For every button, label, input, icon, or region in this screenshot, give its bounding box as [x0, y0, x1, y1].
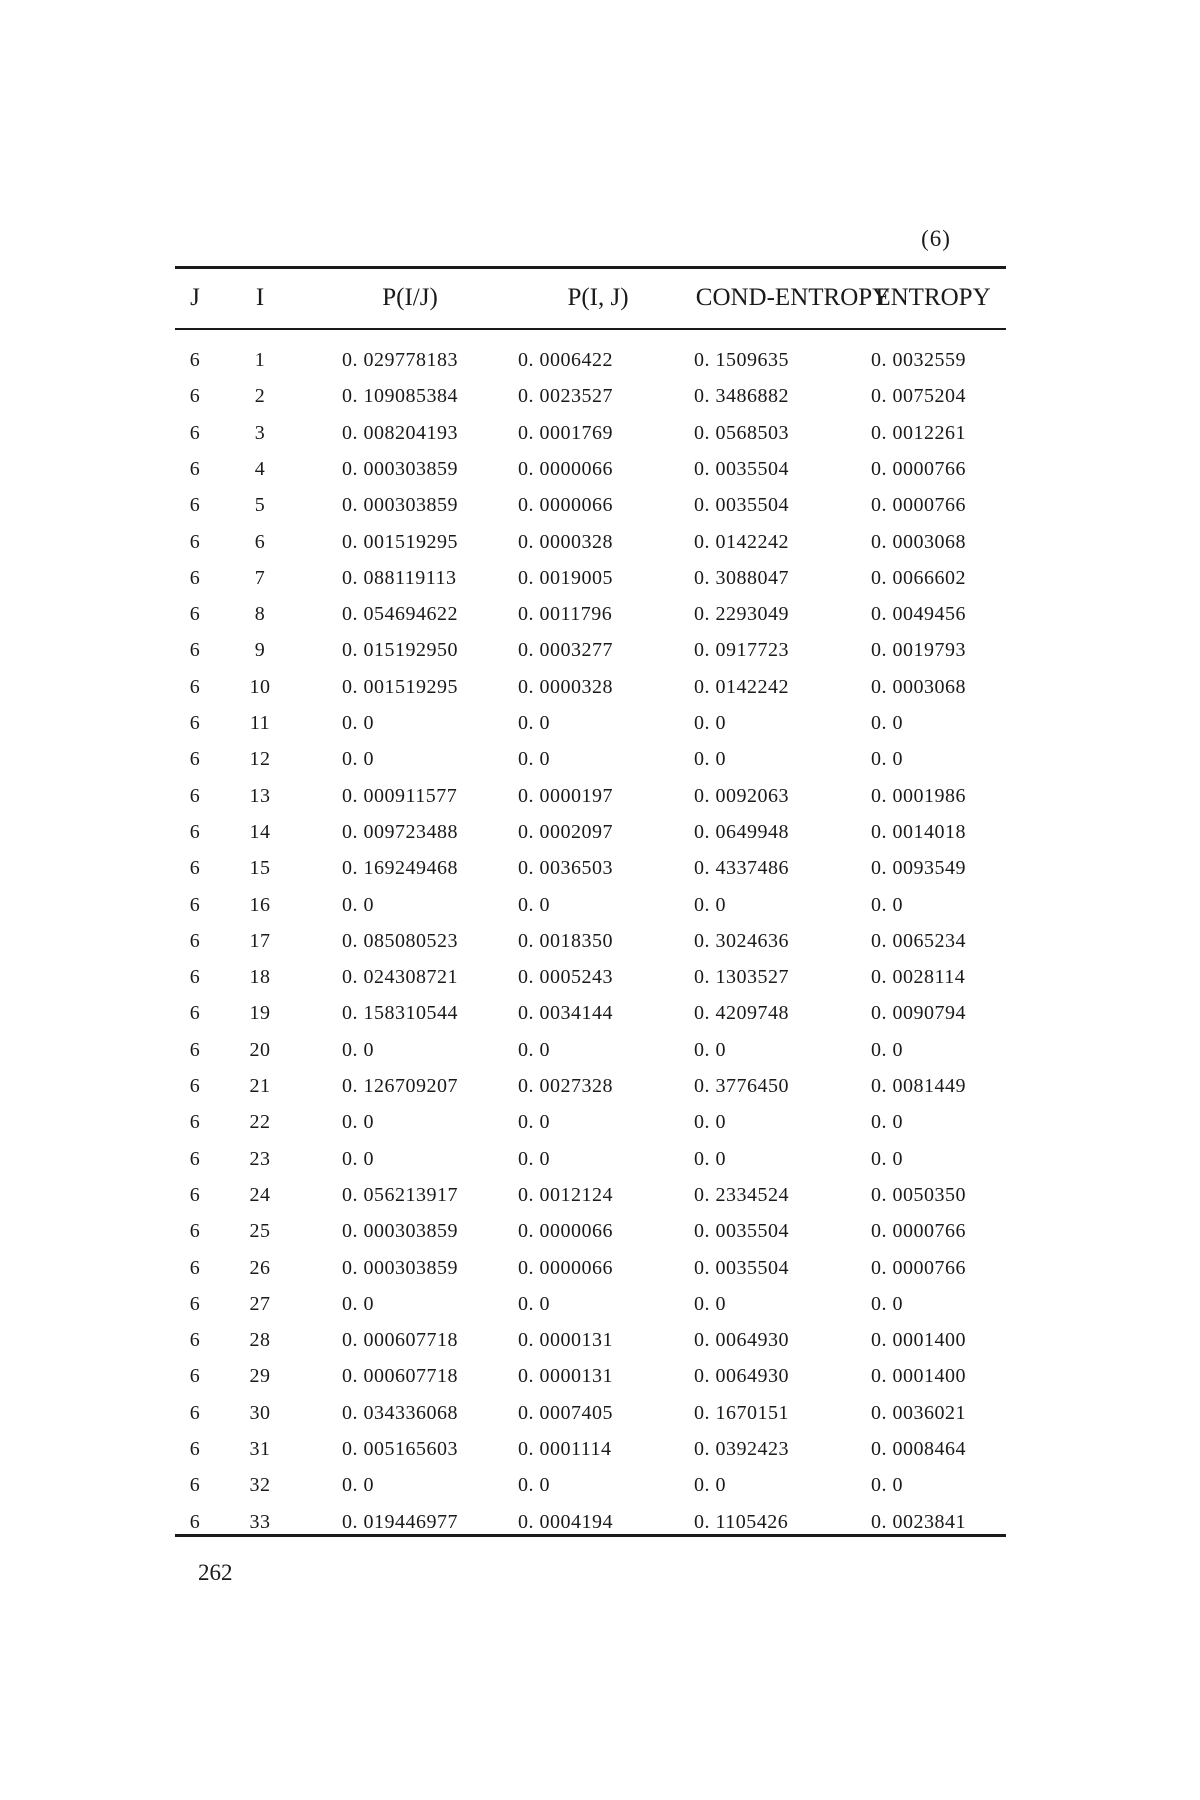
cell-j: 6 [189, 1075, 201, 1097]
cell-j: 6 [189, 1111, 201, 1134]
cell-p-i-given-j: 0. 005165603 [342, 1438, 458, 1460]
cell-entropy: 0. 0000766 [871, 494, 966, 517]
cell-cond-entropy: 0. 1670151 [694, 1401, 789, 1424]
cell-cond-entropy: 0. 0 [694, 1292, 726, 1315]
cell-entropy: 0. 0 [871, 1147, 903, 1170]
cell-i: 16 [249, 893, 271, 916]
cell-entropy: 0. 0023841 [871, 1510, 966, 1533]
table-row [175, 1358, 1006, 1394]
cell-p-i-j: 0. 0000328 [518, 675, 613, 698]
cell-i: 24 [249, 1183, 271, 1206]
cell-p-i-j: 0. 0000066 [518, 1256, 613, 1279]
cell-cond-entropy: 0. 0392423 [694, 1438, 789, 1460]
cell-cond-entropy: 0. 0649948 [694, 820, 789, 843]
cell-p-i-j: 0. 0000131 [518, 1365, 613, 1388]
cell-j: 6 [189, 603, 201, 626]
table-row [175, 415, 1006, 451]
cell-j: 6 [189, 494, 201, 517]
cell-cond-entropy: 0. 0064930 [694, 1329, 789, 1352]
cell-j: 6 [189, 1002, 201, 1025]
table-row [175, 959, 1006, 995]
cell-cond-entropy: 0. 0 [694, 1111, 726, 1134]
table-row [175, 1177, 1006, 1213]
cell-i: 9 [254, 639, 266, 662]
cell-cond-entropy: 0. 0064930 [694, 1365, 789, 1388]
cell-p-i-given-j: 0. 001519295 [342, 530, 458, 553]
cell-entropy: 0. 0003068 [871, 675, 966, 698]
cell-p-i-given-j: 0. 0 [342, 1111, 374, 1134]
cell-p-i-j: 0. 0000197 [518, 784, 613, 807]
cell-cond-entropy: 0. 0 [694, 1474, 726, 1497]
table-row [175, 524, 1006, 560]
cell-p-i-j: 0. 0 [518, 1147, 550, 1170]
cell-j: 6 [189, 566, 201, 589]
cell-cond-entropy: 0. 3024636 [694, 929, 789, 952]
cell-j: 6 [189, 1510, 201, 1533]
cell-entropy: 0. 0090794 [871, 1002, 966, 1025]
cell-cond-entropy: 0. 3088047 [694, 566, 789, 589]
cell-j: 6 [189, 675, 201, 698]
table-label: (6) [921, 226, 951, 251]
cell-j: 6 [189, 1292, 201, 1315]
cell-p-i-given-j: 0. 088119113 [342, 566, 457, 589]
cell-i: 15 [249, 857, 271, 880]
cell-cond-entropy: 0. 0092063 [694, 784, 789, 807]
table-row [175, 378, 1006, 414]
cell-entropy: 0. 0019793 [871, 639, 966, 662]
cell-i: 5 [254, 494, 266, 517]
cell-i: 19 [249, 1002, 271, 1025]
cell-p-i-given-j: 0. 0 [342, 1038, 374, 1061]
cell-j: 6 [189, 1147, 201, 1170]
cell-i: 11 [249, 712, 271, 734]
table-row [175, 778, 1006, 814]
cell-entropy: 0. 0001400 [871, 1329, 966, 1352]
cell-entropy: 0. 0003068 [871, 530, 966, 553]
cell-j: 6 [189, 1401, 201, 1424]
cell-entropy: 0. 0036021 [871, 1401, 966, 1424]
cell-j: 6 [189, 966, 201, 989]
cell-p-i-given-j: 0. 019446977 [342, 1510, 458, 1533]
cell-i: 8 [254, 603, 266, 626]
cell-cond-entropy: 0. 0 [694, 712, 726, 734]
table-row [175, 487, 1006, 523]
cell-entropy: 0. 0093549 [871, 857, 966, 880]
cell-entropy: 0. 0 [871, 1038, 903, 1061]
cell-j: 6 [189, 385, 201, 408]
cell-entropy: 0. 0050350 [871, 1183, 966, 1206]
cell-entropy: 0. 0 [871, 1474, 903, 1497]
cell-entropy: 0. 0000766 [871, 457, 966, 480]
cell-p-i-given-j: 0. 054694622 [342, 603, 458, 626]
table-row [175, 1213, 1006, 1249]
cell-cond-entropy: 0. 3486882 [694, 385, 789, 408]
cell-i: 4 [254, 457, 266, 480]
cell-entropy: 0. 0 [871, 748, 903, 771]
cell-cond-entropy: 0. 0917723 [694, 639, 789, 662]
cell-i: 25 [249, 1220, 271, 1243]
cell-entropy: 0. 0075204 [871, 385, 966, 408]
cell-cond-entropy: 0. 0142242 [694, 675, 789, 698]
cell-p-i-given-j: 0. 056213917 [342, 1183, 458, 1206]
header-p-i-j: P(I, J) [567, 284, 629, 311]
table-row [175, 1467, 1006, 1503]
cell-i: 2 [254, 385, 266, 408]
table-row [175, 1250, 1006, 1286]
cell-entropy: 0. 0000766 [871, 1256, 966, 1279]
cell-cond-entropy: 0. 0035504 [694, 494, 789, 517]
cell-cond-entropy: 0. 3776450 [694, 1075, 789, 1097]
cell-i: 7 [254, 566, 266, 589]
table-row [175, 1431, 1006, 1467]
cell-entropy: 0. 0049456 [871, 603, 966, 626]
cell-i: 1 [254, 349, 266, 371]
table-row [175, 1141, 1006, 1177]
header-p-i-given-j: P(I/J) [382, 284, 438, 311]
table-row [175, 1068, 1006, 1104]
cell-i: 28 [249, 1329, 271, 1352]
cell-j: 6 [189, 421, 201, 444]
cell-i: 12 [249, 748, 271, 771]
cell-j: 6 [189, 820, 201, 843]
cell-j: 6 [189, 530, 201, 553]
table-row [175, 632, 1006, 668]
cell-i: 18 [249, 966, 271, 989]
cell-j: 6 [189, 893, 201, 916]
cell-p-i-j: 0. 0000066 [518, 1220, 613, 1243]
cell-cond-entropy: 0. 2293049 [694, 603, 789, 626]
cell-p-i-given-j: 0. 000303859 [342, 1256, 458, 1279]
cell-p-i-given-j: 0. 000607718 [342, 1329, 458, 1352]
cell-cond-entropy: 0. 1303527 [694, 966, 789, 989]
cell-p-i-given-j: 0. 008204193 [342, 421, 458, 444]
cell-cond-entropy: 0. 0 [694, 1147, 726, 1170]
cell-cond-entropy: 0. 0 [694, 748, 726, 771]
cell-p-i-given-j: 0. 169249468 [342, 857, 458, 880]
table-row [175, 814, 1006, 850]
cell-entropy: 0. 0012261 [871, 421, 966, 444]
cell-j: 6 [189, 457, 201, 480]
cell-p-i-j: 0. 0 [518, 748, 550, 771]
cell-j: 6 [189, 1438, 201, 1460]
table-row [175, 850, 1006, 886]
cell-p-i-given-j: 0. 029778183 [342, 349, 458, 371]
cell-entropy: 0. 0 [871, 893, 903, 916]
cell-j: 6 [189, 1038, 201, 1061]
cell-p-i-j: 0. 0003277 [518, 639, 613, 662]
cell-cond-entropy: 0. 0 [694, 893, 726, 916]
cell-p-i-j: 0. 0001114 [518, 1438, 612, 1460]
table-row [175, 342, 1006, 378]
cell-i: 32 [249, 1474, 271, 1497]
header-i: I [255, 284, 265, 311]
cell-p-i-j: 0. 0019005 [518, 566, 613, 589]
table-row [175, 451, 1006, 487]
table-row [175, 1395, 1006, 1431]
cell-p-i-given-j: 0. 009723488 [342, 820, 458, 843]
cell-p-i-j: 0. 0000328 [518, 530, 613, 553]
cell-p-i-j: 0. 0 [518, 1292, 550, 1315]
table-top-rule [175, 266, 1006, 269]
cell-entropy: 0. 0001400 [871, 1365, 966, 1388]
cell-j: 6 [189, 748, 201, 771]
cell-p-i-given-j: 0. 0 [342, 1147, 374, 1170]
cell-cond-entropy: 0. 4337486 [694, 857, 789, 880]
table-row [175, 741, 1006, 777]
cell-i: 3 [254, 421, 266, 444]
cell-cond-entropy: 0. 4209748 [694, 1002, 789, 1025]
cell-i: 20 [249, 1038, 271, 1061]
cell-p-i-given-j: 0. 126709207 [342, 1075, 458, 1097]
cell-cond-entropy: 0. 0 [694, 1038, 726, 1061]
table-row [175, 596, 1006, 632]
cell-i: 10 [249, 675, 271, 698]
cell-i: 21 [249, 1075, 271, 1097]
table-row [175, 1322, 1006, 1358]
cell-entropy: 0. 0028114 [871, 966, 966, 989]
cell-j: 6 [189, 1329, 201, 1352]
cell-i: 22 [249, 1111, 271, 1134]
table-header-row [175, 278, 1006, 318]
cell-cond-entropy: 0. 0035504 [694, 457, 789, 480]
cell-entropy: 0. 0081449 [871, 1075, 966, 1097]
cell-p-i-given-j: 0. 034336068 [342, 1401, 458, 1424]
cell-j: 6 [189, 1220, 201, 1243]
cell-j: 6 [189, 639, 201, 662]
cell-p-i-j: 0. 0002097 [518, 820, 613, 843]
cell-j: 6 [189, 1365, 201, 1388]
cell-p-i-j: 0. 0034144 [518, 1002, 613, 1025]
cell-j: 6 [189, 784, 201, 807]
cell-entropy: 0. 0065234 [871, 929, 966, 952]
cell-p-i-given-j: 0. 000303859 [342, 494, 458, 517]
cell-p-i-given-j: 0. 015192950 [342, 639, 458, 662]
cell-i: 17 [249, 929, 271, 952]
header-j: J [190, 284, 200, 311]
cell-p-i-given-j: 0. 000607718 [342, 1365, 458, 1388]
cell-j: 6 [189, 712, 201, 734]
cell-p-i-j: 0. 0000066 [518, 494, 613, 517]
cell-p-i-j: 0. 0006422 [518, 349, 613, 371]
cell-i: 27 [249, 1292, 271, 1315]
cell-p-i-j: 0. 0 [518, 1474, 550, 1497]
header-entropy: ENTROPY [875, 284, 991, 311]
cell-cond-entropy: 0. 2334524 [694, 1183, 789, 1206]
cell-p-i-j: 0. 0000131 [518, 1329, 613, 1352]
cell-i: 29 [249, 1365, 271, 1388]
cell-entropy: 0. 0014018 [871, 820, 966, 843]
cell-p-i-given-j: 0. 0 [342, 893, 374, 916]
table-row [175, 560, 1006, 596]
cell-p-i-given-j: 0. 000303859 [342, 1220, 458, 1243]
cell-p-i-given-j: 0. 085080523 [342, 929, 458, 952]
cell-i: 30 [249, 1401, 271, 1424]
cell-cond-entropy: 0. 0142242 [694, 530, 789, 553]
cell-entropy: 0. 0 [871, 712, 903, 734]
cell-entropy: 0. 0000766 [871, 1220, 966, 1243]
cell-entropy: 0. 0032559 [871, 349, 966, 371]
cell-p-i-j: 0. 0012124 [518, 1183, 613, 1206]
cell-cond-entropy: 0. 1105426 [694, 1510, 789, 1533]
cell-p-i-j: 0. 0007405 [518, 1401, 613, 1424]
table-row [175, 923, 1006, 959]
table-row [175, 887, 1006, 923]
cell-entropy: 0. 0001986 [871, 784, 966, 807]
table-row [175, 669, 1006, 705]
cell-i: 26 [249, 1256, 271, 1279]
table-row [175, 995, 1006, 1031]
cell-i: 6 [254, 530, 266, 553]
table-row [175, 1286, 1006, 1322]
cell-p-i-j: 0. 0027328 [518, 1075, 613, 1097]
table-bottom-rule [175, 1534, 1006, 1537]
cell-p-i-given-j: 0. 0 [342, 748, 374, 771]
cell-cond-entropy: 0. 0568503 [694, 421, 789, 444]
cell-p-i-j: 0. 0 [518, 1038, 550, 1061]
cell-p-i-given-j: 0. 000911577 [342, 784, 458, 807]
page-number: 262 [198, 1560, 233, 1585]
cell-j: 6 [189, 857, 201, 880]
cell-p-i-j: 0. 0023527 [518, 385, 613, 408]
cell-p-i-j: 0. 0 [518, 893, 550, 916]
cell-entropy: 0. 0008464 [871, 1438, 966, 1460]
cell-i: 14 [249, 820, 271, 843]
cell-cond-entropy: 0. 0035504 [694, 1256, 789, 1279]
table-row [175, 1104, 1006, 1140]
cell-i: 33 [249, 1510, 271, 1533]
cell-p-i-j: 0. 0011796 [518, 603, 613, 626]
cell-p-i-given-j: 0. 024308721 [342, 966, 458, 989]
cell-p-i-j: 0. 0036503 [518, 857, 613, 880]
cell-p-i-j: 0. 0000066 [518, 457, 613, 480]
cell-p-i-given-j: 0. 0 [342, 712, 374, 734]
cell-i: 13 [249, 784, 271, 807]
cell-j: 6 [189, 1256, 201, 1279]
cell-p-i-given-j: 0. 001519295 [342, 675, 458, 698]
cell-p-i-given-j: 0. 0 [342, 1474, 374, 1497]
cell-p-i-j: 0. 0 [518, 712, 550, 734]
cell-p-i-j: 0. 0 [518, 1111, 550, 1134]
cell-cond-entropy: 0. 0035504 [694, 1220, 789, 1243]
cell-p-i-given-j: 0. 000303859 [342, 457, 458, 480]
header-cond-entropy: COND-ENTROPY [695, 284, 891, 311]
table-row [175, 705, 1006, 741]
cell-p-i-given-j: 0. 109085384 [342, 385, 458, 408]
cell-j: 6 [189, 1474, 201, 1497]
table-row [175, 1032, 1006, 1068]
cell-entropy: 0. 0066602 [871, 566, 966, 589]
cell-p-i-j: 0. 0004194 [518, 1510, 613, 1533]
cell-i: 31 [249, 1438, 271, 1460]
cell-p-i-j: 0. 0005243 [518, 966, 613, 989]
cell-j: 6 [189, 929, 201, 952]
cell-j: 6 [189, 349, 201, 371]
cell-entropy: 0. 0 [871, 1292, 903, 1315]
table-header-rule [175, 328, 1006, 330]
cell-p-i-given-j: 0. 158310544 [342, 1002, 458, 1025]
cell-cond-entropy: 0. 1509635 [694, 349, 789, 371]
cell-i: 23 [249, 1147, 271, 1170]
cell-j: 6 [189, 1183, 201, 1206]
cell-p-i-given-j: 0. 0 [342, 1292, 374, 1315]
cell-entropy: 0. 0 [871, 1111, 903, 1134]
cell-p-i-j: 0. 0018350 [518, 929, 613, 952]
cell-p-i-j: 0. 0001769 [518, 421, 613, 444]
